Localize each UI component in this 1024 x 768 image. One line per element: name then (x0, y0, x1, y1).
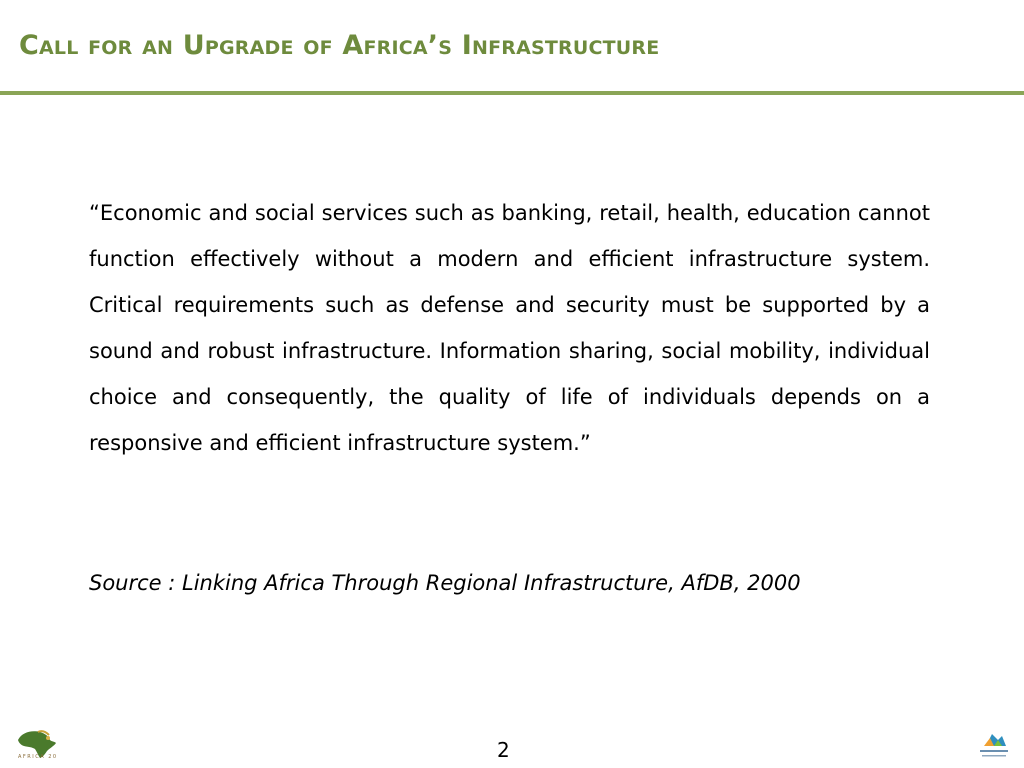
page-number: 2 (497, 738, 510, 762)
source-citation: Source : Linking Africa Through Regional Infrastructure, AfDB, 2000 (89, 571, 801, 595)
slide-title: Call for an Upgrade of Africa’s Infrastructure (19, 30, 660, 61)
logo-left-text: AFRICA 20 (18, 754, 58, 760)
performance-logo-icon (972, 728, 1016, 762)
quote-text: “Economic and social services such as banking, retail, health, education cannot function effectively without a modern and efficient infrastructure system. Critical requirements such as defense and security must be supported by a sound and robust infrastructure. Information sharing, social mobility, individual choice and consequently, the quality of life of individuals depends on a responsive and efficient infrastructure system.” (89, 201, 930, 455)
title-divider (0, 91, 1024, 95)
